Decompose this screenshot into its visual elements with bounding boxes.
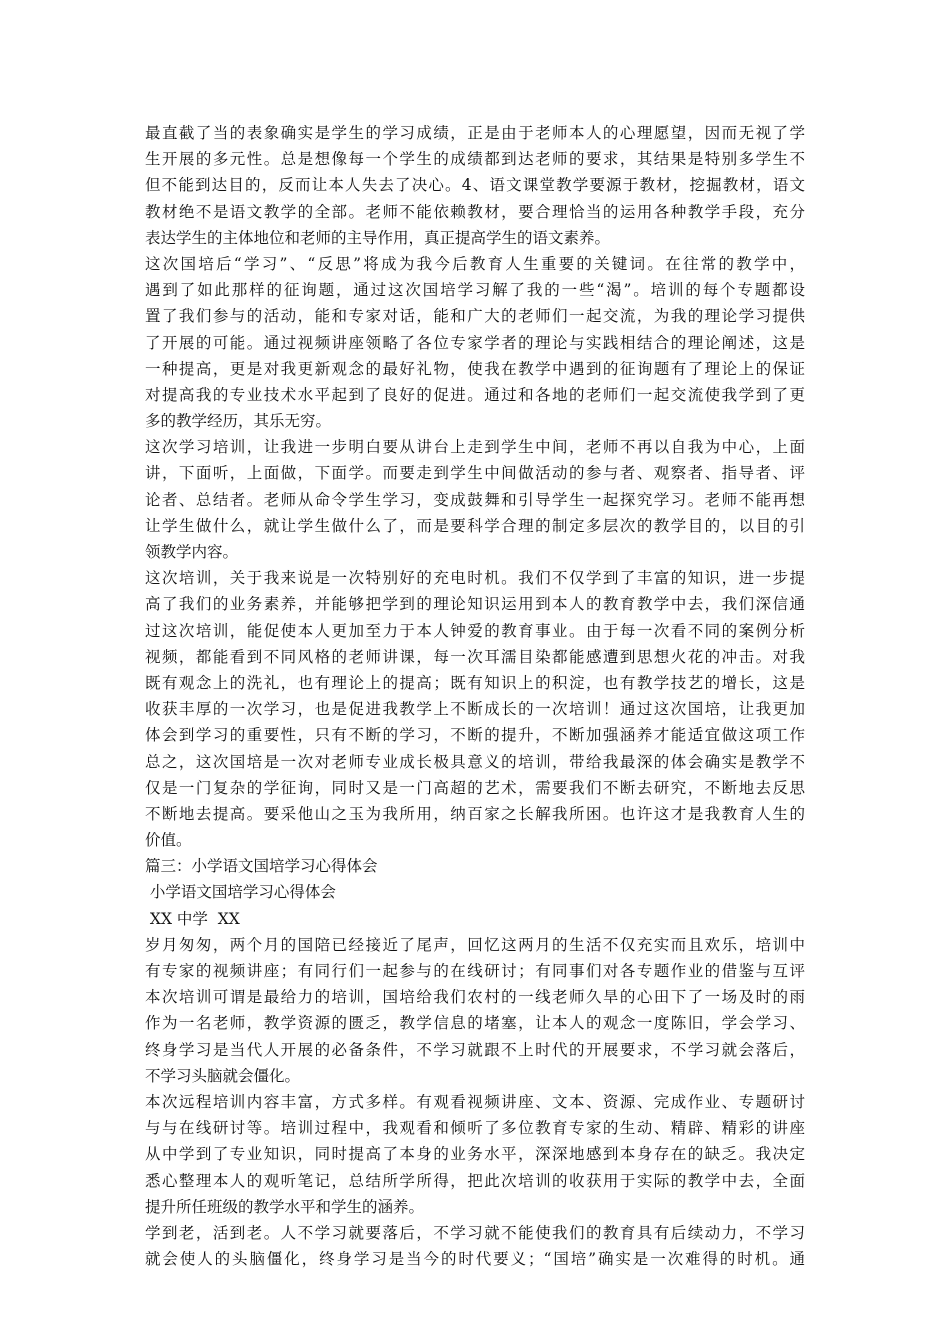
text-line: 过这次培训，能促使本人更加至力于本人钟爱的教育事业。由于每一次看不同的案例分析 <box>145 621 805 640</box>
text-line: 对提高我的专业技术水平起到了良好的促进。通过和各地的老师们一起交流使我学到了更 <box>145 385 805 404</box>
text-line: 教材绝不是语文教学的全部。老师不能依赖教材，要合理恰当的运用各种教学手段，充分 <box>145 202 805 221</box>
text-line: 本次培训可谓是最给力的培训，国培给我们农村的一线老师久旱的心田下了一场及时的雨 <box>145 988 805 1007</box>
text-line: 不学习头脑就会僵化。 <box>145 1066 301 1085</box>
text-line: 生开展的多元性。总是想像每一个学生的成绩都到达老师的要求，其结果是特别多学生不 <box>145 150 805 169</box>
text-line: 既有观念上的洗礼，也有理论上的提高；既有知识上的积淀，也有教学技艺的增长，这是 <box>145 673 805 692</box>
text-line: 一种提高，更是对我更新观念的最好礼物，使我在教学中遇到的征询题有了理论上的保证 <box>145 359 805 378</box>
document-body <box>145 120 805 1272</box>
text-line: 表达学生的主体地位和老师的主导作用，真正提高学生的语文素养。 <box>145 228 611 247</box>
text-line: 价值。 <box>145 831 192 850</box>
text-line: 学到老，活到老。人不学习就要落后，不学习就不能使我们的教育具有后续动力，不学习 <box>145 1223 805 1242</box>
text-line: 了开展的可能。通过视频讲座领略了各位专家学者的理论与实践相结合的理论阐述，这是 <box>145 333 805 352</box>
text-line: 这次培训，关于我来说是一次特别好的充电时机。我们不仅学到了丰富的知识，进一步提 <box>145 569 805 588</box>
text-line: 让学生做什么，就让学生做什么了，而是要科学合理的制定多层次的教学目的，以目的引 <box>145 516 805 535</box>
text-line: 终身学习是当代人开展的必备条件，不学习就跟不上时代的开展要求，不学习就会落后， <box>145 1040 805 1059</box>
text-line: 岁月匆匆，两个月的国陪已经接近了尾声，回忆这两月的生活不仅充实而且欢乐，培训中 <box>145 935 805 954</box>
text-line: 多的教学经历，其乐无穷。 <box>145 412 332 431</box>
text-line: 仅是一门复杂的学征询，同时又是一门高超的艺术，需要我们不断去研究，不断地去反思 <box>145 778 805 797</box>
text-line: 总之，这次国培是一次对老师专业成长极具意义的培训，带给我最深的体会确实是教学不 <box>145 752 805 771</box>
text-line: 篇三：小学语文国培学习心得体会 <box>145 857 378 876</box>
text-line: 收获丰厚的一次学习，也是促进我教学上不断成长的一次培训！通过这次国培，让我更加 <box>145 700 805 719</box>
text-line: 讲，下面听，上面做，下面学。而要走到学生中间做活动的参与者、观察者、指导者、评 <box>145 464 805 483</box>
text-line: 高了我们的业务素养，并能够把学到的理论知识运用到本人的教育教学中去，我们深信通 <box>145 595 805 614</box>
text-line: 从中学到了专业知识，同时提高了本身的业务水平，深深地感到本身存在的缺乏。我决定 <box>145 1145 805 1164</box>
text-line: 与与在线研讨等。培训过程中，我观看和倾听了多位教育专家的生动、精辟、精彩的讲座 <box>145 1119 805 1138</box>
text-line: 作为一名老师，教学资源的匮乏，教学信息的堵塞，让本人的观念一度陈旧，学会学习、 <box>145 1014 805 1033</box>
text-line: 最直截了当的表象确实是学生的学习成绩，正是由于老师本人的心理愿望，因而无视了学 <box>145 124 805 142</box>
text-line: XX 中学 XX <box>145 909 240 928</box>
text-line: 这次国培后“学习”、“反思”将成为我今后教育人生重要的关键词。在往常的教学中， <box>145 254 805 273</box>
text-line: 不断地去提高。要采他山之玉为我所用，纳百家之长解我所困。也许这才是我教育人生的 <box>145 804 805 823</box>
text-line: 这次学习培训，让我进一步明白要从讲台上走到学生中间，老师不再以自我为中心，上面 <box>145 438 805 457</box>
text-line: 悉心整理本人的观听笔记，总结所学所得，把此次培训的收获用于实际的教学中去，全面 <box>145 1171 805 1190</box>
text-line: 就会使人的头脑僵化，终身学习是当今的时代要义；“国培”确实是一次难得的时机。通 <box>145 1250 805 1269</box>
text-line: 遇到了如此那样的征询题，通过这次国培学习解了我的一些“渴”。培训的每个专题都设 <box>145 281 805 300</box>
text-line: 但不能到达目的，反而让本人失去了决心。4、语文课堂教学要源于教材，挖掘教材，语文 <box>145 176 805 195</box>
text-line: 置了我们参与的活动，能和专家对话，能和广大的老师们一起交流，为我的理论学习提供 <box>145 307 805 326</box>
text-line: 小学语文国培学习心得体会 <box>145 883 336 902</box>
text-line: 有专家的视频讲座；有同行们一起参与的在线研讨；有同事们对各专题作业的借鉴与互评 <box>145 962 805 980</box>
text-line: 本次远程培训内容丰富，方式多样。有观看视频讲座、文本、资源、完成作业、专题研讨 <box>145 1092 805 1111</box>
text-line: 体会到学习的重要性，只有不断的学习，不断的提升，不断加强涵养才能适宜做这项工作 <box>145 726 805 745</box>
text-line: 领教学内容。 <box>145 543 239 561</box>
text-line: 提升所任班级的教学水平和学生的涵养。 <box>145 1197 425 1216</box>
text-line: 论者、总结者。老师从命令学生学习，变成鼓舞和引导学生一起探究学习。老师不能再想 <box>145 490 805 509</box>
text-line: 视频，都能看到不同风格的老师讲课，每一次耳濡目染都能感遭到思想火花的冲击。对我 <box>145 647 805 666</box>
